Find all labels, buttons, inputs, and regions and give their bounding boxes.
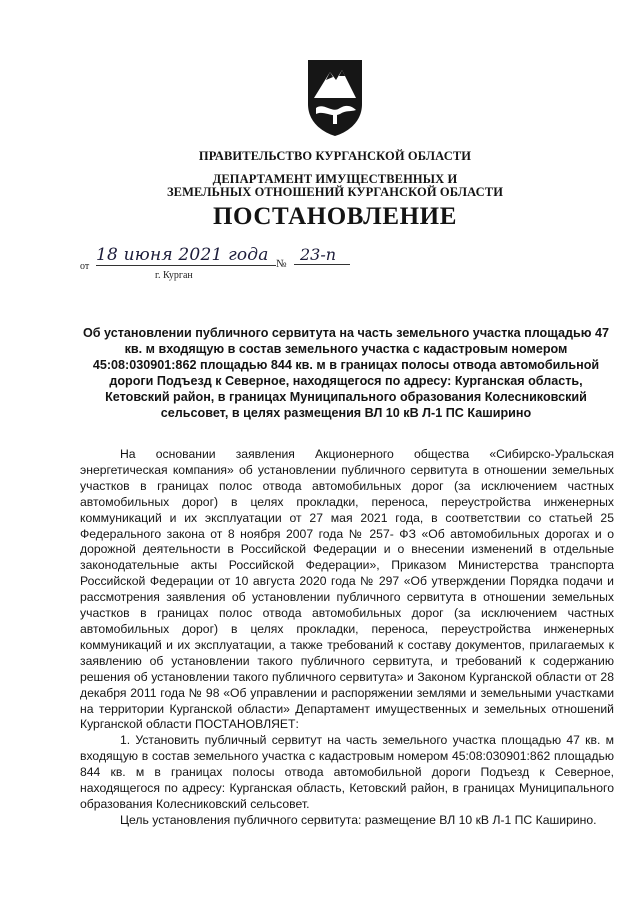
department-name-line2: ЗЕМЕЛЬНЫХ ОТНОШЕНИЙ КУРГАНСКОЙ ОБЛАСТИ [166, 185, 504, 199]
document-title: ПОСТАНОВЛЕНИЕ [212, 203, 458, 230]
document-date: 18 июня 2021 года [96, 245, 276, 266]
department-name-line1: ДЕПАРТАМЕНТ ИМУЩЕСТВЕННЫХ И [212, 172, 458, 186]
number-prefix: № [276, 258, 287, 270]
date-prefix: от [80, 261, 90, 272]
city: г. Курган [155, 270, 193, 281]
document-number: 23-п [294, 245, 350, 265]
government-name: ПРАВИТЕЛЬСТВО КУРГАНСКОЙ ОБЛАСТИ [198, 149, 472, 163]
document-subject: Об установлении публичного сервитута на часть земельного участка площадью 47 кв. м входящую в состав земельного участка с кадастровым номером 45:08:030901:862 площадью 844 кв. м в границах полосы отвода автомобильной дороги Подъезд к Северное, находящегося по адресу: Курганская область, Кетовский район, в границах Муниципального образования Колесниковский сельсовет, в целях размещения ВЛ 10 кВ Л-1 ПС Каширино [82, 326, 610, 420]
coat-of-arms-icon [306, 58, 364, 138]
body-paragraph-basis: На основании заявления Акционерного общества «Сибирско-Уральская энергетическая компания» об установлении публичного сервитута в отношении земельных участков в границах полос отвода автомобильных дорог (за исключением частных автомобильных дорог) в целях прокладки, переноса, переустройства инженерных коммуникаций и их эксплуатации от 27 мая 2021 года, в соответствии со статьей 25 Федерального закона от 8 ноября 2007 года № 257- ФЗ «Об автомобильных дорогах и о дорожной деятельности в Российской Федерации и о внесении изменений в отдельные законодательные акты Российской Федерации», Приказом Министерства транспорта Российской Федерации от 10 августа 2020 года № 297 «Об утверждении Порядка подачи и рассмотрения заявления об установлении публичного сервитута в отношении земельных участков в границах полос отвода автомобильных дорог (за исключением частных автомобильных дорог) в целях прокладки, переноса, переустройства инженерных коммуникаций и их эксплуатации, а также требований к составу документов, прилагаемых к заявлению об установлении такого публичного сервитута, и требований к содержанию решения об установлении такого публичного сервитута» и Законом Курганской области от 28 декабря 2011 года № 98 «Об управлении и распоряжении землями и земельными участками на территории Курганской области» Департамент имущественных и земельных отношений Курганской области ПОСТАНОВЛЯЕТ: [80, 447, 614, 732]
document-body [80, 447, 614, 829]
body-paragraph-item-1: 1. Установить публичный сервитут на часть земельного участка площадью 47 кв. м входящую в состав земельного участка с кадастровым номером 45:08:030901:862 площадью 844 кв. м в границах полосы отвода автомобильной дороги Подъезд к Северное, находящегося по адресу: Курганская область, Кетовский район, в границах Муниципального образования Колесниковский сельсовет. [80, 733, 614, 811]
body-paragraph-purpose: Цель установления публичного сервитута: размещение ВЛ 10 кВ Л-1 ПС Каширино. [120, 812, 597, 827]
